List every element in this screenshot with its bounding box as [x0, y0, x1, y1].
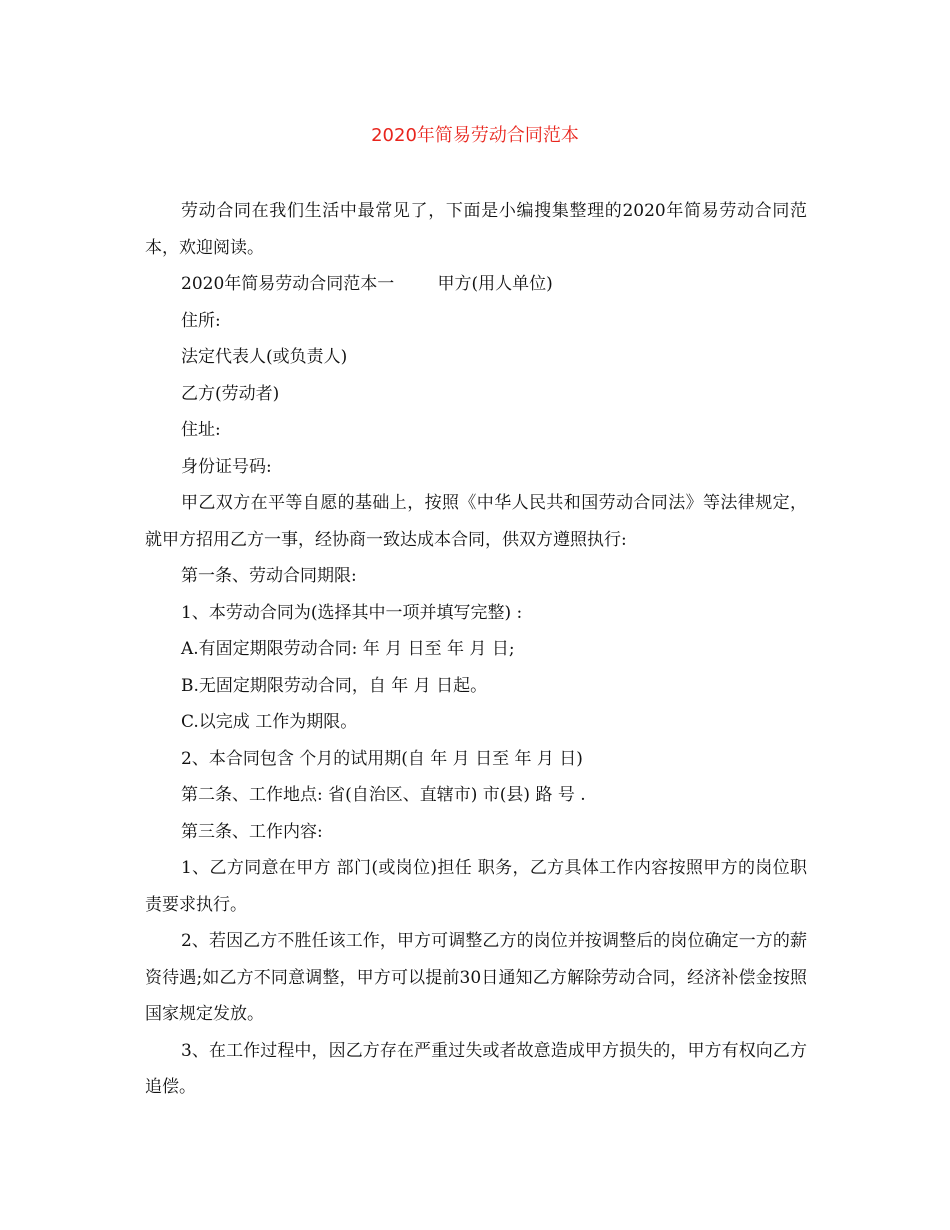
paragraph-intro: 劳动合同在我们生活中最常见了，下面是小编搜集整理的2020年简易劳动合同范本，欢迎阅读。: [145, 201, 807, 258]
paragraph-article-one: 第一条、劳动合同期限:: [181, 566, 357, 586]
paragraph-clause-1-1: 1、本劳动合同为(选择其中一项并填写完整) :: [181, 602, 523, 623]
paragraph-party-b: 乙方(劳动者): [181, 383, 280, 404]
paragraph-article-two: 第二条、工作地点: 省(自治区、直辖市) 市(县) 路 号 .: [181, 785, 586, 805]
paragraph-article-three: 第三条、工作内容:: [181, 821, 323, 842]
paragraph-clause-3-2: 2、若因乙方不胜任该工作，甲方可调整乙方的岗位并按调整后的岗位确定一方的薪资待遇;如乙方不同意调整，甲方可以提前30日通知乙方解除劳动合同，经济补偿金按照国家规定发放。: [145, 931, 807, 1024]
paragraph-option-c: C.以完成 工作为期限。: [181, 712, 358, 732]
paragraph-legal-representative: 法定代表人(或负责人): [181, 347, 348, 367]
paragraph-option-b: B.无固定期限劳动合同，自 年 月 日起。: [181, 675, 488, 696]
paragraph-clause-3-3: 3、在工作过程中，因乙方存在严重过失或者故意造成甲方损失的，甲方有权向乙方追偿。: [145, 1040, 807, 1097]
paragraph-clause-3-1: 1、乙方同意在甲方 部门(或岗位)担任 职务，乙方具体工作内容按照甲方的岗位职责要求执行。: [145, 858, 807, 915]
document-body: [145, 193, 807, 1106]
document-title: 2020年简易劳动合同范本: [371, 125, 579, 146]
paragraph-option-a: A.有固定期限劳动合同: 年 月 日至 年 月 日;: [181, 639, 515, 659]
paragraph-party-a-address: 住所:: [181, 310, 221, 331]
paragraph-heading-sample-one: 2020年简易劳动合同范本一 甲方(用人单位): [181, 274, 553, 294]
paragraph-clause-1-2: 2、本合同包含 个月的试用期(自 年 月 日至 年 月 日): [181, 748, 583, 769]
paragraph-preamble: 甲乙双方在平等自愿的基础上，按照《中华人民共和国劳动合同法》等法律规定，就甲方招用乙方一事，经协商一致达成本合同，供双方遵照执行:: [145, 493, 807, 550]
paragraph-party-b-address: 住址:: [181, 420, 221, 440]
paragraph-id-number: 身份证号码:: [181, 456, 272, 477]
